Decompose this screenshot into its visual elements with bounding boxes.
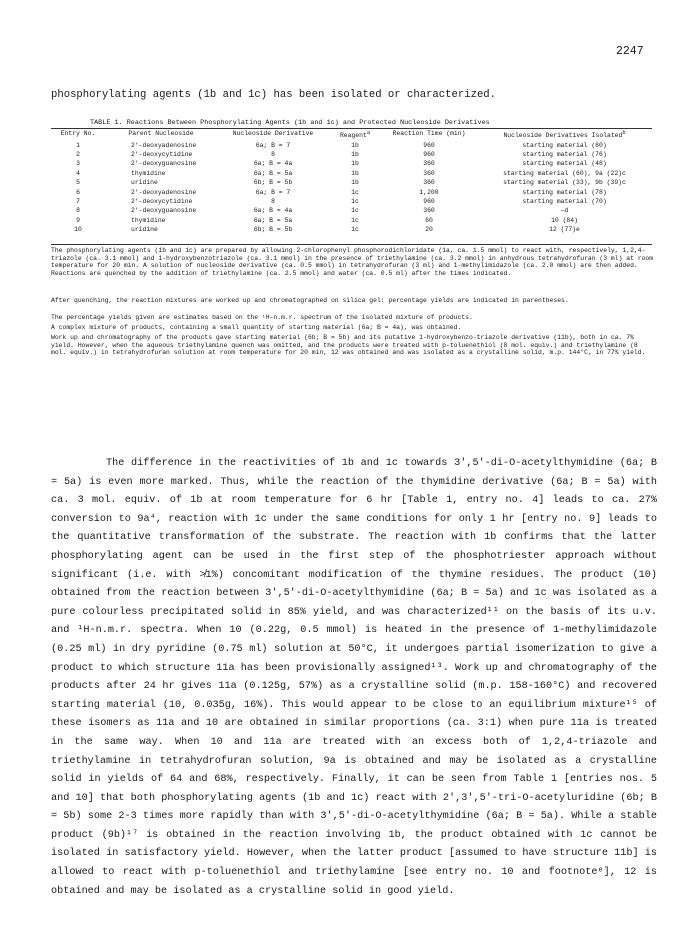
footnote-b: After quenching, the reaction mixtures are worked up and chromatographed on silica gel: percentage yields are indicated in parentheses. <box>51 297 569 304</box>
reactions-table <box>51 129 652 235</box>
cell-entry: 6 <box>76 188 80 196</box>
cell-entry: 1 <box>76 141 80 149</box>
cell-entry: 9 <box>76 216 80 224</box>
footnote-marker-a: a <box>366 130 371 136</box>
table-bottom-rule <box>51 244 652 245</box>
table-row <box>51 225 652 234</box>
cell-time: 960 <box>423 197 435 205</box>
cell-isolated: 10 (84) <box>551 216 578 224</box>
cell-reagent: 1c <box>351 197 359 205</box>
cell-derivative: 6b; B = 5b <box>253 226 293 234</box>
page-number: 2247 <box>616 45 644 58</box>
cell-entry: 10 <box>74 226 82 234</box>
table-header <box>51 129 652 141</box>
cell-reagent: 1b <box>351 160 359 168</box>
col-header-reagent-text: Reagent <box>339 132 367 140</box>
table-row <box>51 188 652 197</box>
cell-parent: thymidine <box>131 216 166 224</box>
table-row <box>51 178 652 187</box>
cell-isolated: starting material (80) <box>522 141 607 149</box>
table-row <box>51 159 652 168</box>
cell-isolated: starting material (70) <box>522 197 607 205</box>
cell-parent: 2'-deoxyadenosine <box>131 141 197 149</box>
cell-isolated: starting material (78) <box>522 188 607 196</box>
body-text <box>51 455 657 901</box>
col-header-parent: Parent Nucleoside <box>128 130 194 137</box>
table-row <box>51 150 652 159</box>
cell-time: 960 <box>423 141 435 149</box>
cell-parent: 2'-deoxyadenosine <box>131 188 197 196</box>
cell-reagent: 1b <box>351 150 359 158</box>
cell-time: 960 <box>423 150 435 158</box>
footnote-marker-b: b <box>622 130 626 136</box>
cell-derivative: 6a; B = 7 <box>255 188 291 196</box>
cell-derivative: 6a; B = 5a <box>253 216 293 224</box>
col-header-time: Reaction Time (min) <box>392 130 466 137</box>
col-header-entry: Entry No. <box>60 130 96 137</box>
cell-parent: 2'-deoxycytidine <box>131 197 193 205</box>
cell-isolated: starting material (33), 9b (39)c <box>503 179 626 187</box>
cell-entry: 4 <box>76 169 80 177</box>
cell-isolated: —d <box>560 207 569 215</box>
cell-time: 360 <box>423 169 435 177</box>
table-row <box>51 206 652 215</box>
table-row <box>51 197 652 206</box>
cell-time: 60 <box>425 216 433 224</box>
col-header-derivative: Nucleoside Derivative <box>232 130 314 137</box>
cell-entry: 7 <box>76 197 80 205</box>
cell-entry: 5 <box>76 179 80 187</box>
table-row <box>51 141 652 150</box>
cell-derivative: 6a; B = 7 <box>255 141 291 149</box>
col-header-reagent <box>329 129 381 141</box>
body-paragraph: The difference in the reactivities of 1b and 1c towards 3',5'-di-O-acetylthymidine (6a; B = 5a) is even more marked. Thus, while the reaction of the thymidine derivative (6a; B = 5a) with ca. 3 mol. equiv. of 1b at room temperature for 6 hr [Table 1, entry no. 4] leads to ca. 27% conversion to 9a⁴, reaction with 1c under the same conditions for only 1 hr [entry no. 9] leads to the quantitative transformation of the substrate. The reaction with 1b confirms that the latter phosphorylating agent can be used in the first step of the phosphotriester approach without significant (i.e. with ≯1%) concomitant modification of the thymine residues. The product (10) obtained from the reaction between 3',5'-di-O-acetylthymidine (6a; B = 5a) and 1c was isolated as a pure colourless precipitated solid in 85% yield, and was characterized¹¹ on the basis of its u.v. and ¹H-n.m.r. spectra. When 10 (0.22g, 0.5 mmol) is heated in the presence of 1-methylimidazole (0.25 ml) in dry pyridine (0.75 ml) solution at 50°C, it undergoes partial isomerization to give a product to which structure 11a has been provisionally assigned¹³. Work up and chromatography of the products after 24 hr gives 11a (0.125g, 57%) as a crystalline solid (m.p. 158-160°C) and recovered starting material (10, 0.035g, 16%). This would appear to be close to an equilibrium mixture¹⁵ of these isomers as 11a and 10 are obtained in similar proportions (ca. 3:1) when pure 11a is treated in the same way. When 10 and 11a are treated with an excess both of 1,2,4-triazole and triethylamine in tetrahydrofuran solution, 9a is obtained and may be isolated as a crystalline solid in yields of 64 and 68%, respectively. Finally, it can be seen from Table 1 [entries nos. 5 and 10] that both phosphorylating agents (1b and 1c) react with 2',3',5'-tri-O-acetyluridine (6b; B = 5b) some 2-3 times more rapidly than with 3',5'-di-O-acetylthymidine (6a; B = 5a). While a stable product (9b)¹⁷ is obtained in the reaction involving 1b, the product obtained with 1c cannot be isolated in satisfactory yield. However, when the latter product [assumed to have structure 11b] is allowed to react with p-toluenethiol and triethylamine [see entry no. 10 and footnoteᵉ], 12 is obtained and may be isolated as a crystalline solid in good yield. <box>51 458 657 897</box>
cell-reagent: 1b <box>351 179 359 187</box>
cell-parent: uridine <box>131 226 158 234</box>
cell-entry: 3 <box>76 160 80 168</box>
cell-derivative: 8 <box>271 197 275 205</box>
col-header-isolated-text: Nucleoside Derivatives Isolated <box>503 132 623 140</box>
cell-derivative: 6b; B = 5b <box>253 179 293 187</box>
cell-parent: 2'-deoxycytidine <box>131 150 193 158</box>
col-header-isolated <box>477 129 652 141</box>
cell-parent: uridine <box>131 179 158 187</box>
cell-reagent: 1c <box>351 216 359 224</box>
cell-parent: 2'-deoxyguanosine <box>131 160 197 168</box>
cell-derivative: 6a; B = 4a <box>253 207 293 215</box>
intro-line: phosphorylating agents (1b and 1c) has been isolated or characterized. <box>51 89 497 101</box>
cell-isolated: starting material (48) <box>522 160 607 168</box>
cell-time: 360 <box>423 160 435 168</box>
table-title: TABLE 1. Reactions Between Phosphorylating Agents (1b and 1c) and Protected Nucleoside Derivatives <box>90 119 490 127</box>
cell-isolated: starting material (76) <box>522 150 607 158</box>
cell-time: 1,200 <box>419 188 439 196</box>
footnote-d: A complex mixture of products, containing a small quantity of starting material (6a; B = 4a), was obtained. <box>51 324 462 331</box>
cell-reagent: 1b <box>351 141 359 149</box>
cell-isolated: 12 (77)e <box>549 226 580 234</box>
cell-reagent: 1c <box>351 207 359 215</box>
cell-parent: 2'-deoxyguanosine <box>131 207 197 215</box>
cell-entry: 2 <box>76 150 80 158</box>
footnote-c: The percentage yields given are estimates based on the ¹H-n.m.r. spectrum of the isolated mixture of products. <box>51 314 473 321</box>
table-row <box>51 169 652 178</box>
table-row <box>51 216 652 225</box>
cell-time: 360 <box>423 179 435 187</box>
cell-derivative: 6a; B = 5a <box>253 169 293 177</box>
cell-entry: 8 <box>76 207 80 215</box>
cell-reagent: 1b <box>351 169 359 177</box>
cell-time: 20 <box>425 226 433 234</box>
cell-reagent: 1c <box>351 226 359 234</box>
cell-isolated: starting material (60), 9a (22)c <box>503 169 626 177</box>
table-body <box>51 141 652 235</box>
footnote-a: The phosphorylating agents (1b and 1c) are prepared by allowing 2-chlorophenyl phosphorodichloridate (1a, ca. 1.5 mmol) to react with, respectively, 1,2,4-triazole (ca. 3.1 mmol) and 1-hydroxybenzotriazole (ca. 3.1 mmol) in the presence of triethylamine (ca. 3.2 mmol) in anhydrous tetrahydrofuran (3 ml) at room temperature for 20 min. A solution of nucleoside derivative (ca. 0.5 mmol) in tetrahydrofuran (3 ml) and 1-methylimidazole (ca. 2.0 mmol) are then added. Reactions are quenched by the addition of triethylamine (ca. 2.5 mmol) and water (ca. 0.5 ml) after the times indicated. <box>51 247 654 278</box>
cell-parent: thymidine <box>131 169 166 177</box>
cell-derivative: 6a; B = 4a <box>253 160 293 168</box>
cell-time: 360 <box>423 207 435 215</box>
footnote-e: Work up and chromatography of the products gave starting material (6b; B = 5b) and its putative 1-hydroxybenzo-triazole derivative (11b), both in ca. 7% yield. However, when the aqueous triethylamine quench was omitted, and the products were treated with p-toluenethiol (8 mol. equiv.) and triethylamine (8 mol. equiv.) in tetrahydrofuran solution at room temperature for 20 min, 12 was obtained and was isolated as a crystalline solid, m.p. 144°C, in 77% yield. <box>51 334 646 357</box>
cell-reagent: 1c <box>351 188 359 196</box>
cell-derivative: 8 <box>271 150 275 158</box>
